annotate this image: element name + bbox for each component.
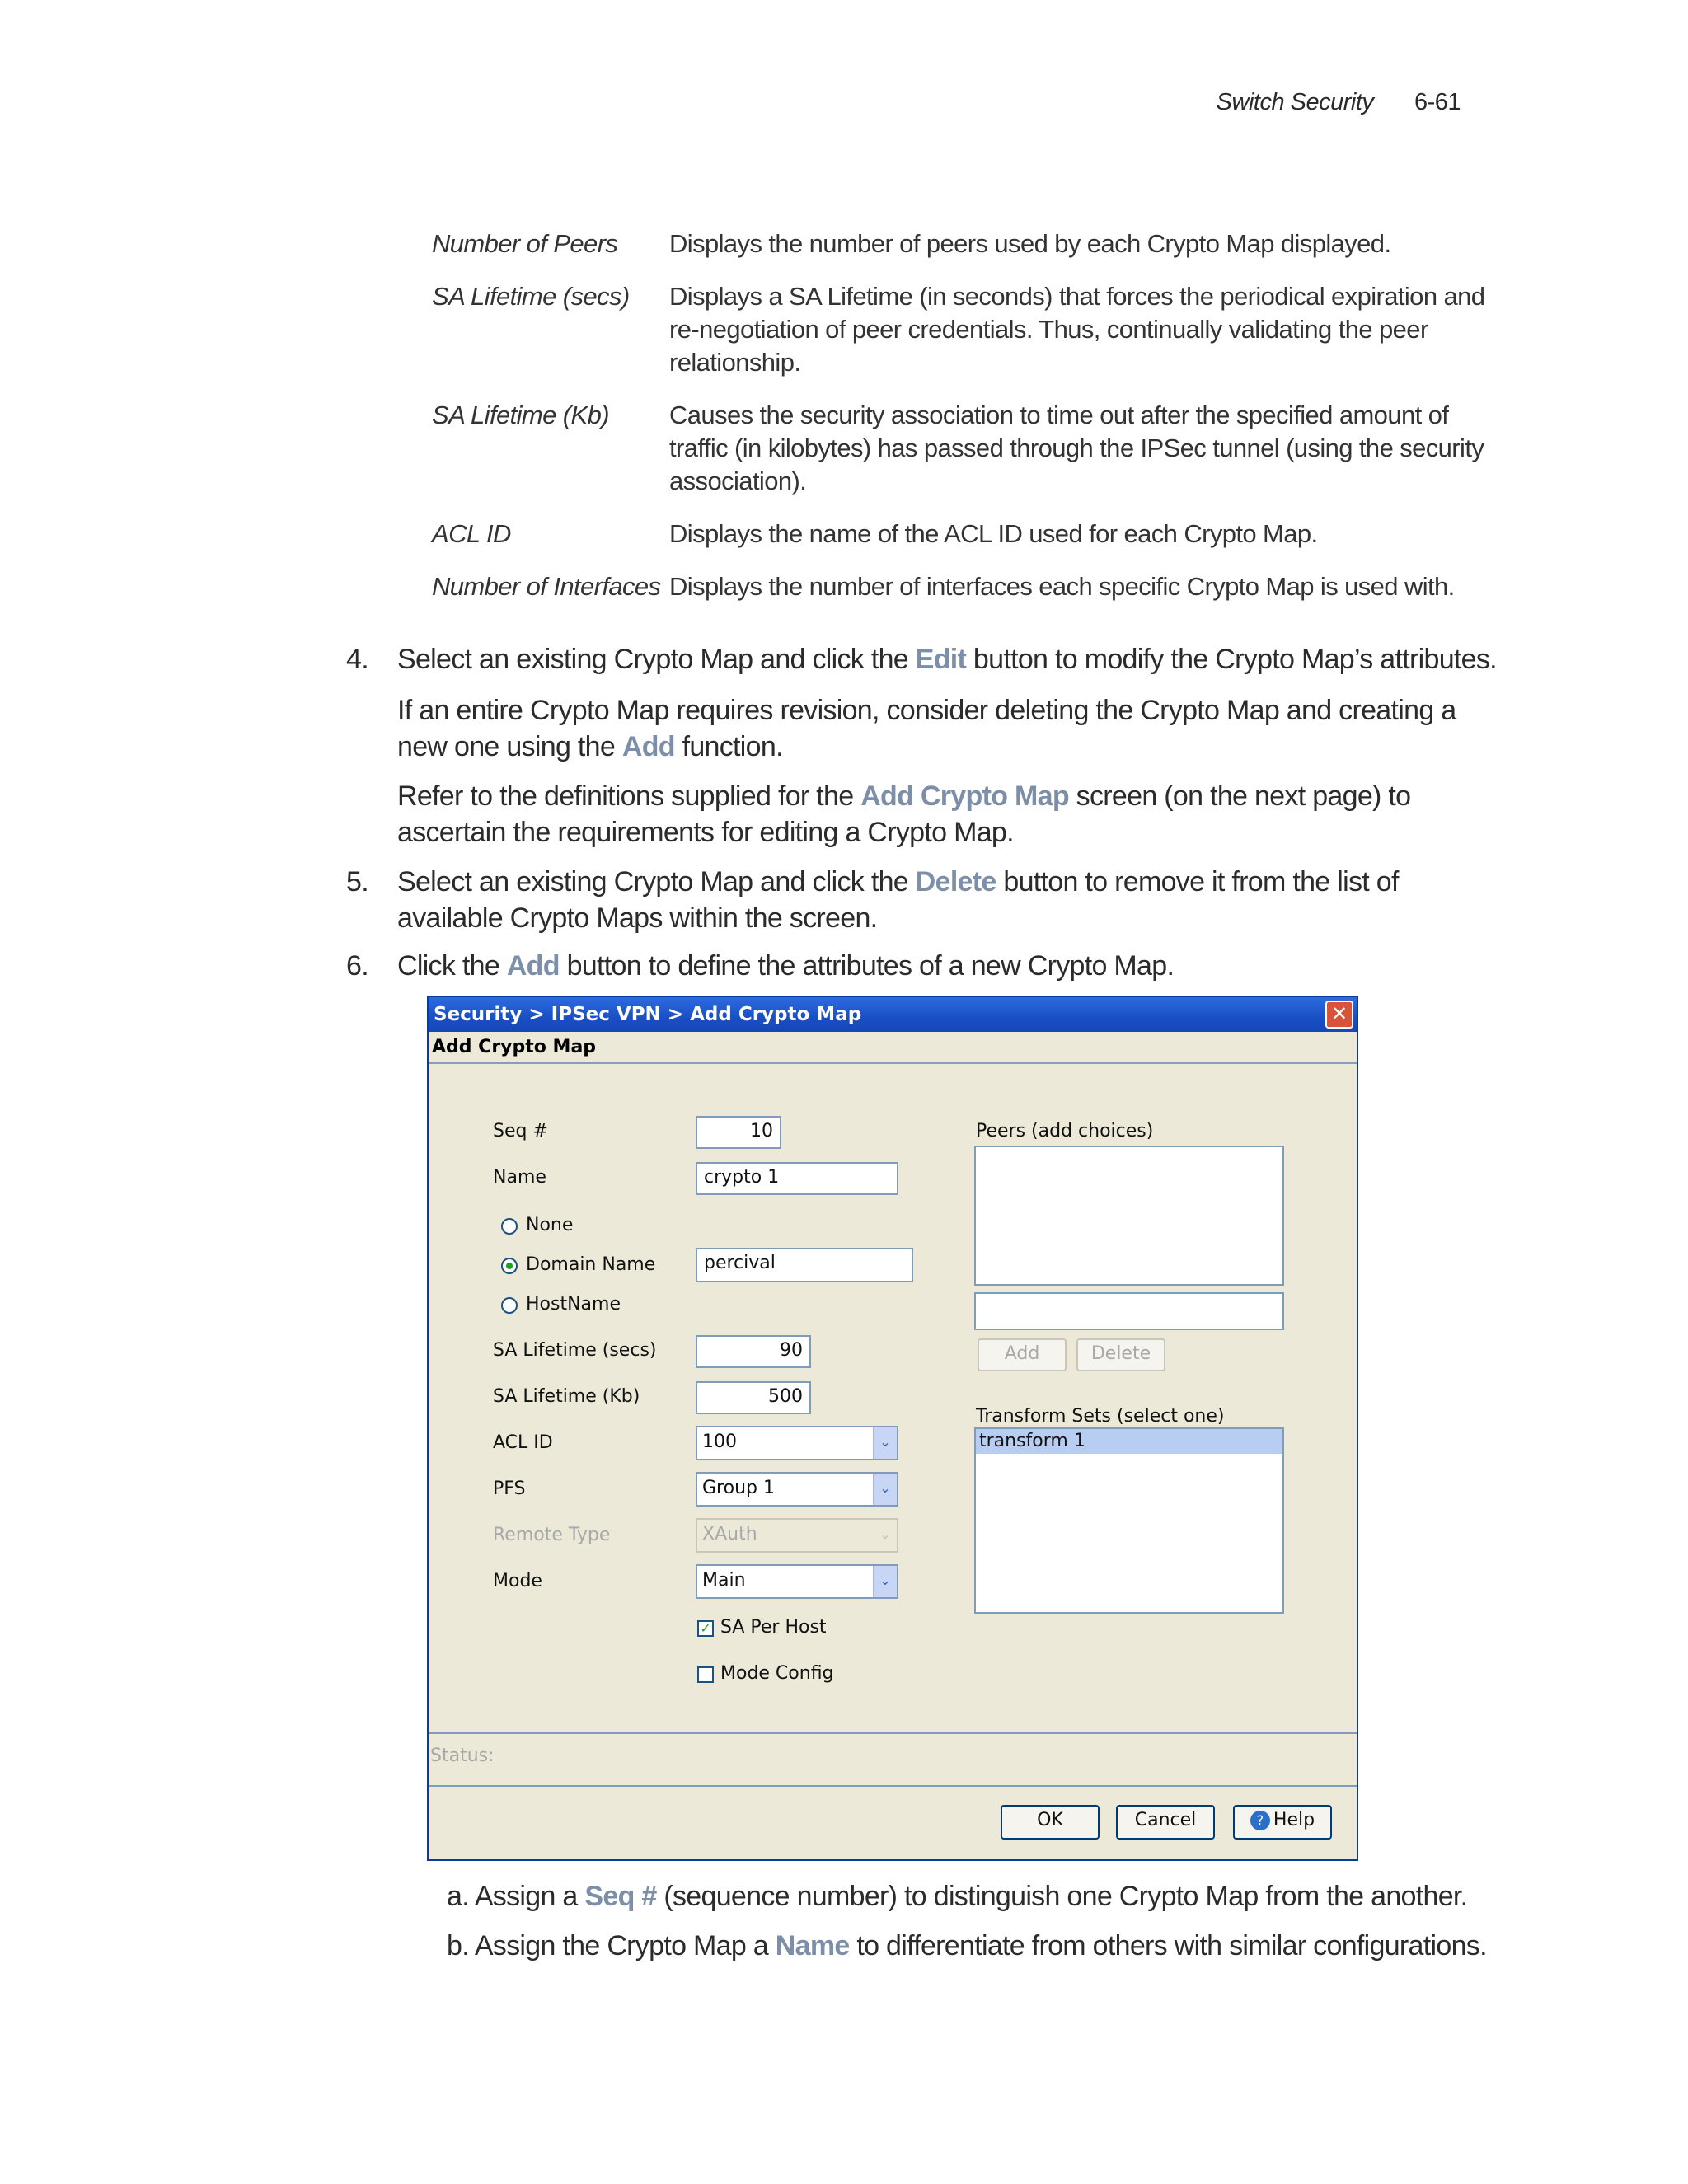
status-label: Status:	[430, 1746, 495, 1766]
panel-title: Add Crypto Map	[429, 1032, 1357, 1064]
radio-hostname-label: HostName	[526, 1294, 621, 1315]
divider	[429, 1785, 1357, 1787]
transform-sets-label: Transform Sets (select one)	[976, 1406, 1225, 1427]
step-4	[346, 641, 1500, 677]
definition-term: Number of Peers	[432, 229, 618, 258]
radio-hostname[interactable]	[501, 1297, 518, 1314]
pfs-select[interactable]	[696, 1472, 898, 1507]
seq-label: Seq #	[493, 1121, 548, 1141]
definition-row	[432, 518, 1503, 551]
remote-type-label: Remote Type	[493, 1525, 611, 1545]
definition-desc: Displays the number of interfaces each specific Crypto Map is used with.	[669, 572, 1455, 601]
sa-per-host-checkbox[interactable]: ✓	[697, 1620, 714, 1637]
substep-a: a. Assign a Seq # (sequence number) to distinguish one Crypto Map from the another.	[447, 1881, 1468, 1912]
add-crypto-map-dialog	[427, 996, 1358, 1861]
peers-label: Peers (add choices)	[976, 1121, 1154, 1141]
help-icon: ?	[1250, 1811, 1270, 1830]
keyword-add-crypto-map: Add Crypto Map	[860, 780, 1069, 812]
step-text: Click the Add button to define the attributes of a new Crypto Map.	[397, 950, 1175, 982]
help-button[interactable]	[1233, 1805, 1332, 1840]
definition-desc: Displays a SA Lifetime (in seconds) that forces the periodical expiration and re-negotiation of peer credentials. Thus, continually validating the peer relationship.	[669, 282, 1485, 377]
pfs-value: Group 1	[702, 1478, 775, 1498]
chevron-down-icon[interactable]: ⌄	[873, 1566, 897, 1597]
remote-type-select	[696, 1518, 898, 1553]
ok-button[interactable]: OK	[1001, 1805, 1100, 1840]
section-title: Switch Security	[1216, 89, 1374, 115]
domain-name-input[interactable]: percival	[696, 1248, 913, 1282]
close-icon[interactable]: ✕	[1325, 1001, 1353, 1029]
dialog-titlebar	[429, 997, 1357, 1032]
keyword-add: Add	[506, 950, 560, 982]
definition-row	[432, 399, 1503, 498]
step-text: Select an existing Crypto Map and click the Edit button to modify the Crypto Map’s attributes.	[397, 644, 1497, 675]
step-6	[346, 948, 1500, 984]
radio-none-label: None	[526, 1215, 574, 1235]
definition-term: SA Lifetime (Kb)	[432, 401, 609, 429]
seq-input[interactable]: 10	[696, 1116, 781, 1149]
step-number: 6.	[346, 950, 368, 982]
radio-domain-name[interactable]	[501, 1258, 518, 1274]
step-number: 5.	[346, 866, 368, 898]
mode-select[interactable]	[696, 1564, 898, 1599]
definition-desc: Displays the number of peers used by each Crypto Map displayed.	[669, 229, 1391, 258]
cancel-button[interactable]: Cancel	[1116, 1805, 1215, 1840]
definition-desc: Displays the name of the ACL ID used for each Crypto Map.	[669, 519, 1318, 548]
mode-value: Main	[702, 1570, 746, 1591]
definition-desc: Causes the security association to time out after the specified amount of traffic (in kilobytes) has passed through the IPSec tunnel (using the security association).	[669, 401, 1484, 495]
keyword-add: Add	[621, 731, 675, 762]
acl-id-label: ACL ID	[493, 1432, 553, 1453]
step-4-note-1: If an entire Crypto Map requires revision, consider deleting the Crypto Map and creating a new one using the Add function.	[397, 695, 1456, 762]
step-number: 4.	[346, 644, 368, 675]
transform-sets-list[interactable]	[974, 1427, 1284, 1614]
mode-config-checkbox[interactable]	[697, 1666, 714, 1683]
mode-label: Mode	[493, 1571, 542, 1591]
sa-lifetime-kb-input[interactable]: 500	[696, 1381, 811, 1414]
chevron-down-icon[interactable]: ⌄	[873, 1474, 897, 1505]
sa-lifetime-secs-input[interactable]: 90	[696, 1335, 811, 1368]
peer-delete-button[interactable]: Delete	[1076, 1338, 1165, 1371]
peer-input[interactable]	[974, 1292, 1284, 1330]
definition-row	[432, 570, 1503, 603]
mode-config-label: Mode Config	[720, 1663, 834, 1684]
step-4-note-2: Refer to the definitions supplied for the Add Crypto Map screen (on the next page) to ascertain the requirements for editing a Crypto Map.	[397, 780, 1411, 848]
radio-domain-name-label: Domain Name	[526, 1254, 656, 1275]
definition-row	[432, 227, 1503, 260]
step-5	[346, 864, 1500, 936]
page-header	[1217, 89, 1461, 116]
definition-term: Number of Interfaces	[432, 572, 661, 601]
page-number: 6-61	[1414, 89, 1461, 115]
dialog-title: Security > IPSec VPN > Add Crypto Map	[434, 1004, 862, 1025]
remote-type-value: XAuth	[702, 1524, 757, 1544]
acl-id-select[interactable]	[696, 1426, 898, 1460]
keyword-seq: Seq #	[584, 1881, 657, 1912]
peers-list[interactable]	[974, 1146, 1284, 1286]
divider	[429, 1732, 1357, 1734]
help-label: Help	[1273, 1810, 1315, 1830]
keyword-edit: Edit	[915, 644, 967, 675]
sa-lifetime-secs-label: SA Lifetime (secs)	[493, 1340, 657, 1361]
sa-lifetime-kb-label: SA Lifetime (Kb)	[493, 1386, 640, 1407]
definition-list	[432, 227, 1503, 623]
pfs-label: PFS	[493, 1479, 526, 1499]
definition-row	[432, 280, 1503, 379]
step-text: Select an existing Crypto Map and click the Delete button to remove it from the list of available Crypto Maps within the screen.	[397, 866, 1399, 934]
substep-b: b. Assign the Crypto Map a Name to differentiate from others with similar configurations.	[447, 1930, 1487, 1961]
peer-add-button[interactable]: Add	[978, 1338, 1067, 1371]
list-item[interactable]: transform 1	[976, 1429, 1282, 1454]
chevron-down-icon: ⌄	[874, 1520, 897, 1551]
name-label: Name	[493, 1167, 546, 1188]
keyword-delete: Delete	[915, 866, 996, 898]
radio-none[interactable]	[501, 1218, 518, 1235]
definition-term: SA Lifetime (secs)	[432, 282, 630, 311]
keyword-name: Name	[775, 1930, 850, 1961]
name-input[interactable]: crypto 1	[696, 1162, 898, 1195]
definition-term: ACL ID	[432, 519, 511, 548]
sa-per-host-label: SA Per Host	[720, 1617, 827, 1638]
chevron-down-icon[interactable]: ⌄	[873, 1427, 897, 1459]
acl-id-value: 100	[702, 1432, 737, 1452]
